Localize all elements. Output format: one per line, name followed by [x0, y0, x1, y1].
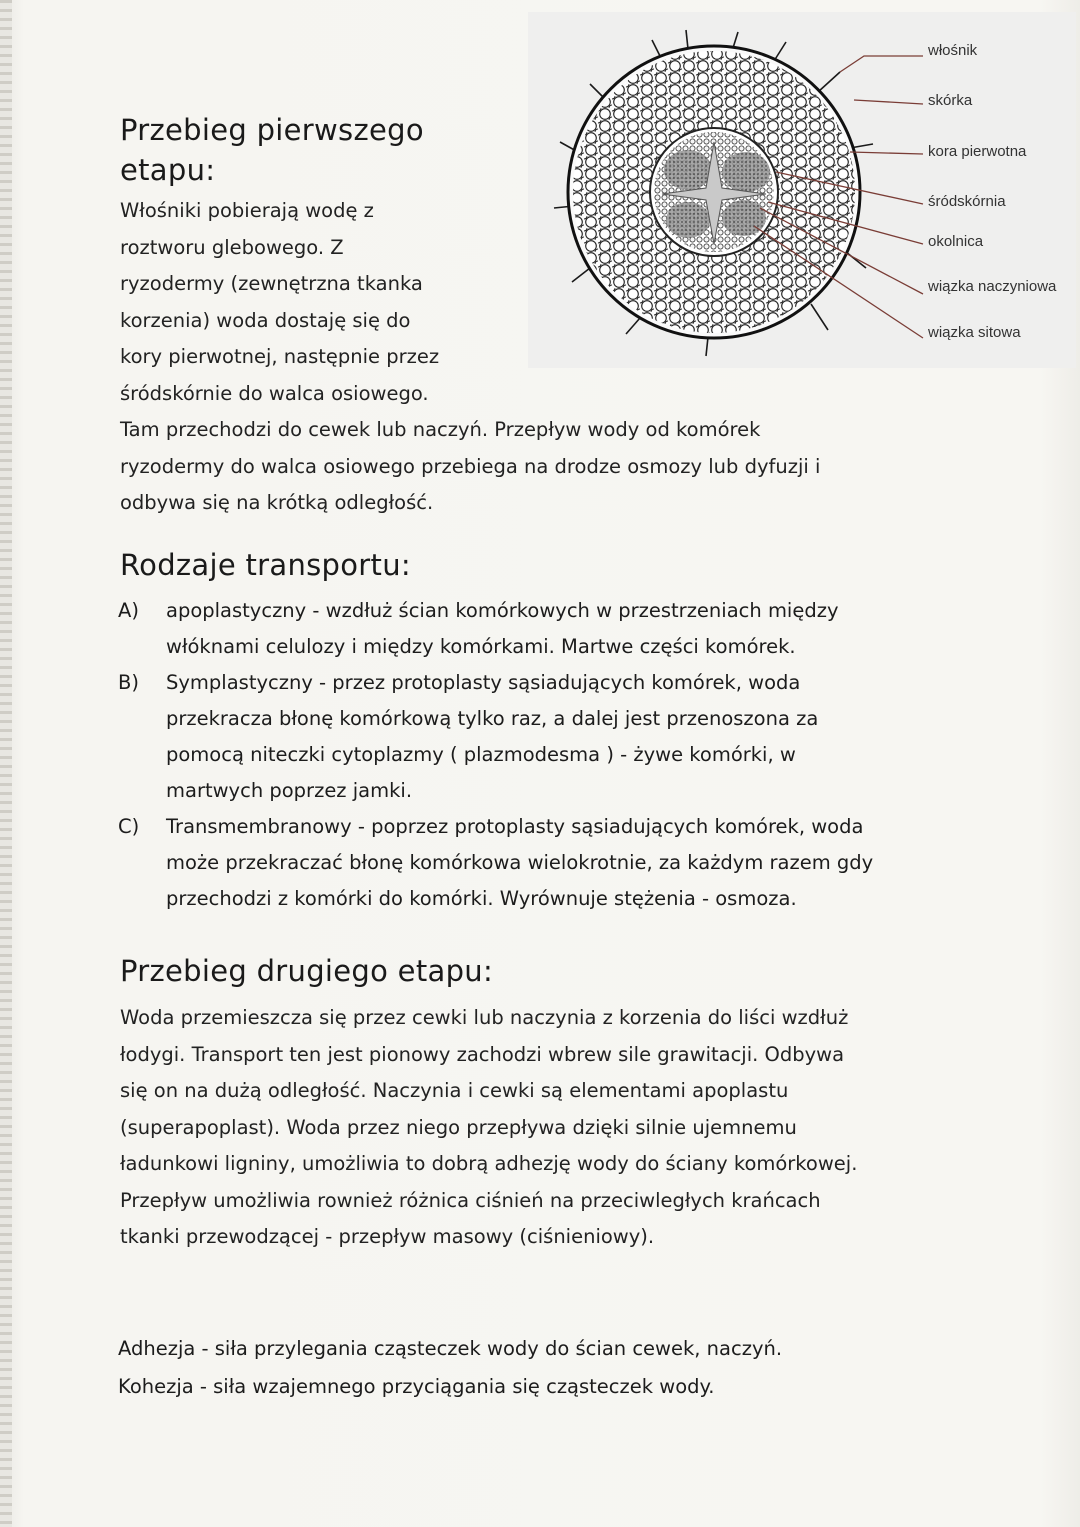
text-line: kory pierwotnej, następnie przez [120, 345, 440, 368]
text-line: przechodzi z komórki do komórki. Wyrównuje stężenia - osmoza. [166, 887, 797, 910]
definitions [118, 1330, 782, 1406]
list-item-text [166, 665, 1018, 809]
root-cross-section-illustration [528, 12, 1076, 368]
list-item-text [166, 809, 1018, 917]
text-line: łodygi. Transport ten jest pionowy zachodzi wbrew sile grawitacji. Odbywa [120, 1042, 845, 1066]
list-marker: C) [118, 815, 140, 838]
text-line: się on na dużą odległość. Naczynia i cewki są elementami apoplastu [120, 1079, 789, 1102]
text-line: śródskórnie do walca osiowego. [120, 381, 429, 405]
list-item [118, 593, 1018, 665]
label-primary-cortex: kora pierwotna [928, 143, 1027, 160]
label-root-hair: włośnik [928, 42, 978, 59]
text-line: ryzodermy (zewnętrzna tkanka [120, 272, 423, 295]
text-line: ładunkowi ligniny, umożliwia to dobrą adhezję wody do ściany komórkowej. [120, 1152, 858, 1175]
page-binding-edge [0, 0, 12, 1527]
title-line: Przebieg pierwszego [120, 113, 424, 147]
text-line: Transmembranowy - poprzez protoplasty sąsiadujących komórek, woda [166, 815, 864, 838]
section-title-first-stage [120, 110, 424, 190]
text-line: odbywa się na krótką odległość. [120, 491, 434, 514]
text-line: Woda przemieszcza się przez cewki lub naczynia z korzenia do liści wzdłuż [120, 1006, 849, 1029]
section-title-second-stage: Przebieg drugiego etapu: [120, 954, 494, 988]
section-title-transport-types: Rodzaje transportu: [120, 548, 411, 582]
text-line: (superapoplast). Woda przez niego przepływa dzięki silnie ujemnemu [120, 1115, 797, 1139]
text-line: ryzodermy do walca osiowego przebiega na drodze osmozy lub dyfuzji i [120, 454, 821, 478]
label-vascular-bundle: wiązka naczyniowa [928, 278, 1057, 295]
text-line: tkanki przewodzącej - przepływ masowy (ciśnieniowy). [120, 1225, 655, 1248]
label-sieve-bundle: wiązka sitowa [928, 324, 1021, 341]
second-stage-paragraph [120, 1000, 857, 1256]
text-line: przekracza błonę komórkową tylko raz, a dalej jest przenoszona za [166, 707, 819, 730]
text-line: włóknami celulozy i między komórkami. Martwe części komórek. [166, 635, 796, 658]
text-line: Tam przechodzi do cewek lub naczyń. Przepływ wody od komórek [120, 418, 761, 441]
label-epidermis: skórka [928, 92, 973, 109]
definition-adhesion: Adhezja - siła przylegania cząsteczek wody do ścian cewek, naczyń. [118, 1337, 783, 1360]
list-item-text [166, 593, 1018, 665]
text-line: Włośniki pobierają wodę z [120, 199, 374, 222]
text-line: martwych poprzez jamki. [166, 779, 413, 802]
list-item [118, 665, 1018, 809]
label-endodermis: śródskórnia [928, 193, 1006, 210]
text-line: apoplastyczny - wzdłuż ścian komórkowych w przestrzeniach między [166, 599, 839, 622]
title-line: etapu: [120, 153, 216, 187]
text-line: Symplastyczny - przez protoplasty sąsiadujących komórek, woda [166, 671, 801, 694]
list-marker: A) [118, 599, 139, 622]
label-pericycle: okolnica [928, 233, 984, 250]
text-line: Przepływ umożliwia rownież różnica ciśnień na przeciwległych krańcach [120, 1188, 821, 1212]
text-line: może przekraczać błonę komórkowa wielokrotnie, za każdym razem gdy [166, 851, 874, 874]
transport-types-list [118, 593, 1018, 917]
definition-cohesion: Kohezja - siła wzajemnego przyciągania się cząsteczek wody. [118, 1375, 715, 1398]
text-line: pomocą niteczki cytoplazmy ( plazmodesma ) - żywe komórki, w [166, 743, 796, 766]
root-cross-section-figure [528, 12, 1076, 368]
list-item [118, 809, 1018, 917]
list-marker: B) [118, 671, 139, 694]
text-line: roztworu glebowego. Z [120, 235, 344, 259]
text-line: korzenia) woda dostaję się do [120, 308, 411, 332]
